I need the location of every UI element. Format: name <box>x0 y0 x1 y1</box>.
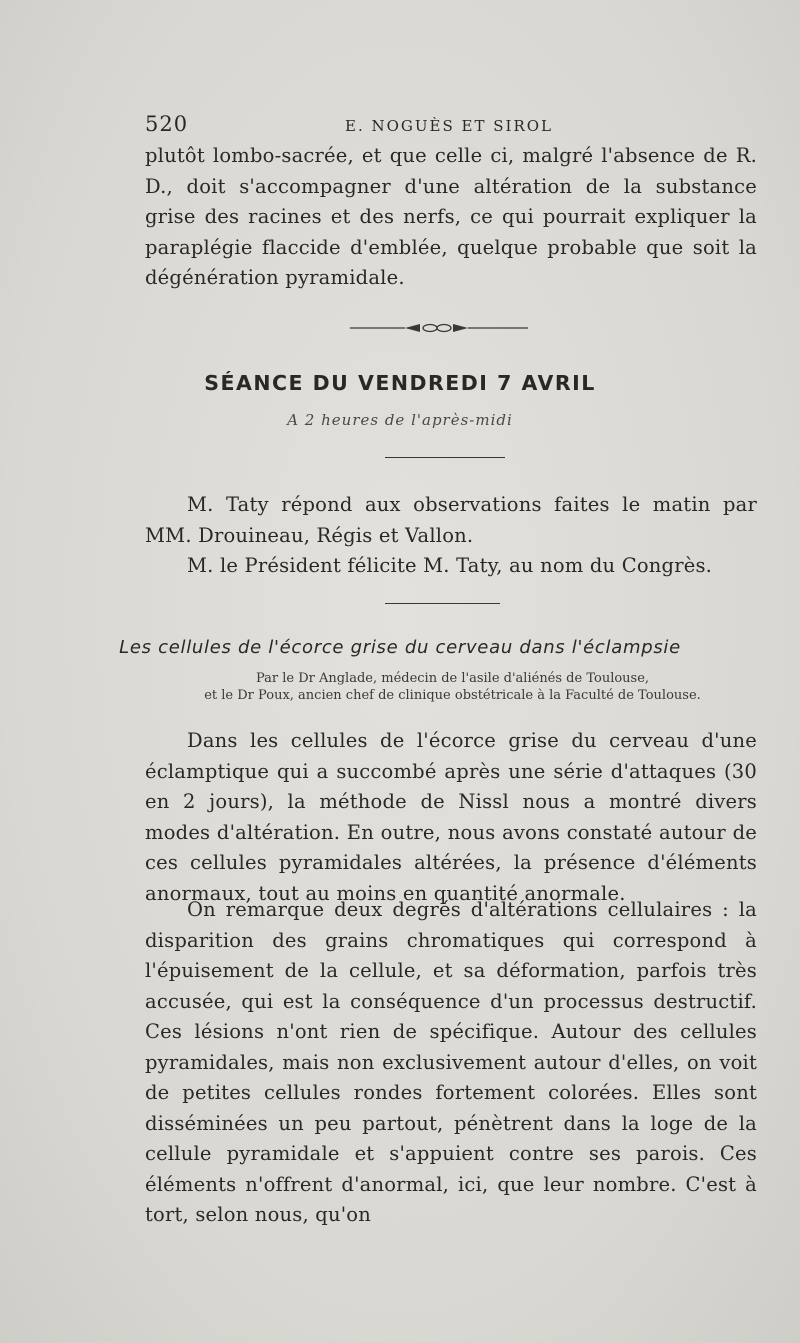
article-byline-1: Par le Dr Anglade, médecin de l'asile d'aliénés de Toulouse, <box>255 671 650 686</box>
paragraph-continuation: plutôt lombo-sacrée, et que celle ci, malgré l'absence de R. D., doit s'accompagner d'une altération de la substance grise des racines et des nerfs, ce qui pourrait expliquer la paraplégie flaccide d'emblée, quelque probable que soit la dégénération pyramidale. <box>145 144 757 289</box>
paragraph-body-2: On remarque deux degrés d'altérations cellulaires : la disparition des grains chromatiques qui correspond à l'épuisement de la cellule, et sa déformation, parfois très accusée, qui est la conséquence d'un processus destructif. Ces lésions n'ont rien de spécifique. Autour des cellules pyramidales, mais non exclusivement autour d'elles, on voit de petites cellules rondes fortement colorées. Elles sont disséminées un peu partout, pénètrent dans la loge de la cellule pyramidale et s'appuient contre ses parois. Ces éléments n'offrent d'anormal, ici, que leur nombre. C'est à tort, selon nous, qu'on <box>145 898 757 1226</box>
article-title: Les cellules de l'écorce grise du cerveau dans l'éclampsie <box>119 637 681 658</box>
article-byline-2: et le Dr Poux, ancien chef de clinique obstétricale à la Faculté de Toulouse. <box>204 688 701 703</box>
session-time: A 2 heures de l'après-midi <box>287 411 513 429</box>
divider-rule <box>385 457 505 458</box>
running-head <box>145 112 755 142</box>
divider-rule <box>385 603 500 604</box>
paragraph-taty: M. Taty répond aux observations faites le matin par MM. Drouineau, Régis et Vallon. <box>145 493 757 547</box>
page-number: 520 <box>145 112 189 136</box>
running-title: E. NOGUÈS ET SIROL <box>345 117 554 135</box>
section-ornament <box>350 318 530 338</box>
session-title: SÉANCE DU VENDREDI 7 AVRIL <box>204 371 596 395</box>
paragraph-body-1: Dans les cellules de l'écorce grise du cerveau d'une éclamptique qui a succombé après une série d'attaques (30 en 2 jours), la méthode de Nissl nous a montré divers modes d'altération. En outre, nous avons constaté autour de ces cellules pyramidales altérées, la présence d'éléments anormaux, tout au moins en quantité anormale. <box>145 729 757 905</box>
paragraph-president: M. le Président félicite M. Taty, au nom du Congrès. <box>187 554 713 577</box>
